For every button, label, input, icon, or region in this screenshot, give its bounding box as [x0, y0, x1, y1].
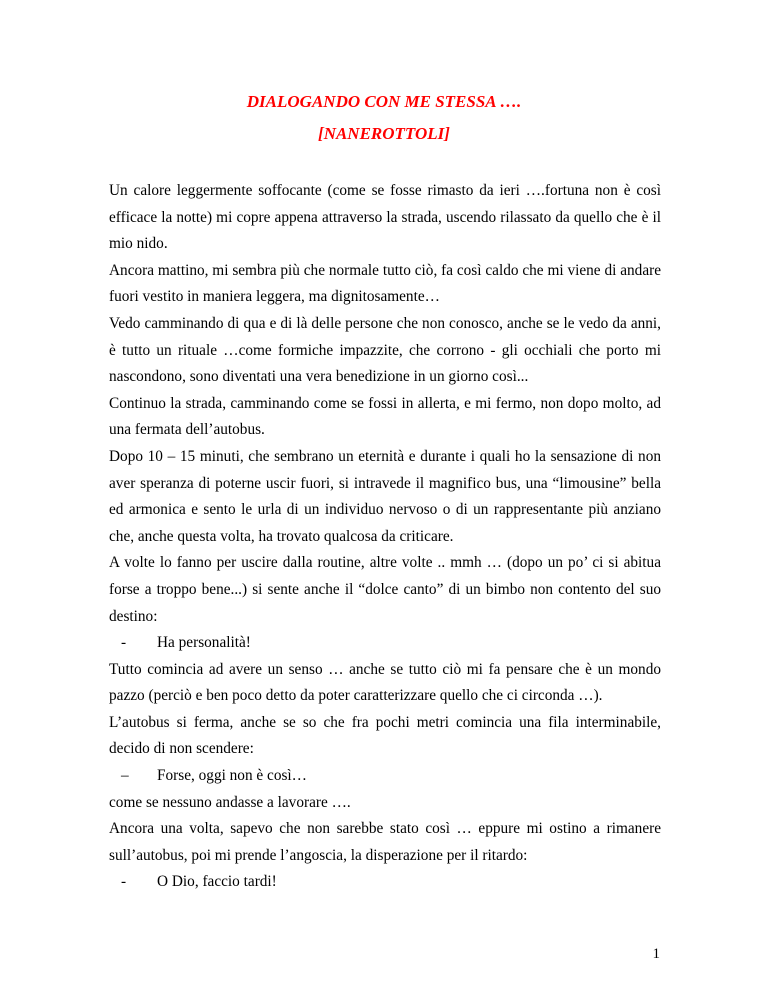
page-number: 1: [652, 946, 660, 962]
dialogue-line: [109, 869, 661, 896]
dash-marker: -: [121, 634, 127, 652]
dash-marker: -: [121, 873, 127, 891]
paragraph: Continuo la strada, camminando come se fossi in allerta, e mi fermo, non dopo molto, ad una fermata dell’autobus.: [109, 394, 661, 439]
dialogue-text: O Dio, faccio tardi!: [157, 873, 277, 891]
paragraph: Ancora una volta, sapevo che non sarebbe stato così … eppure mi ostino a rimanere sull’autobus, poi mi prende l’angoscia, la disperazione per il ritardo:: [109, 820, 661, 864]
paragraph: Dopo 10 – 15 minuti, che sembrano un eternità e durante i quali ho la sensazione di non aver speranza di poterne uscir fuori, si intravede il magnifico bus, una “limousine” bella ed armonica e sento le urla di un individuo nervoso o di un rappresentante più anziano che, anche questa volta, ha trovato qualcosa da criticare.: [109, 447, 661, 545]
dialogue-text: Forse, oggi non è così…: [157, 767, 307, 785]
paragraph: Un calore leggermente soffocante (come se fosse rimasto da ieri ….fortuna non è così efficace la notte) mi copre appena attraverso la strada, uscendo rilassato da quello che è il mio nido.: [109, 182, 661, 253]
paragraph: come se nessuno andasse a lavorare ….: [109, 793, 351, 811]
dialogue-line: [109, 630, 661, 657]
paragraph: Tutto comincia ad avere un senso … anche se tutto ciò mi fa pensare che è un mondo pazzo (perciò e ben poco detto da poter caratterizzare quello che ci circonda …).: [109, 660, 661, 705]
document-body: [109, 178, 661, 896]
paragraph: Vedo camminando di qua e di là delle persone che non conosco, anche se le vedo da anni, è tutto un rituale …come formiche impazzite, che corrono - gli occhiali che porto mi nascondono, sono diventati una vera benedizione in un giorno così...: [109, 314, 661, 386]
paragraph: A volte lo fanno per uscire dalla routine, altre volte .. mmh … (dopo un po’ ci si abitua forse a troppo bene...) si sente anche il “dolce canto” di un bimbo non contento del suo destino:: [109, 554, 661, 625]
paragraph: Ancora mattino, mi sembra più che normale tutto ciò, fa così caldo che mi viene di andare fuori vestito in maniera leggera, ma dignitosamente…: [109, 261, 661, 306]
paragraph: L’autobus si ferma, anche se so che fra pochi metri comincia una fila interminabile, decido di non scendere:: [109, 713, 661, 758]
document-subtitle: [NANEROTTOLI]: [318, 124, 450, 143]
dash-marker: –: [121, 767, 129, 785]
dialogue-text: Ha personalità!: [157, 634, 251, 652]
document-title: DIALOGANDO CON ME STESSA ….: [246, 92, 522, 111]
dialogue-line: [109, 763, 661, 790]
